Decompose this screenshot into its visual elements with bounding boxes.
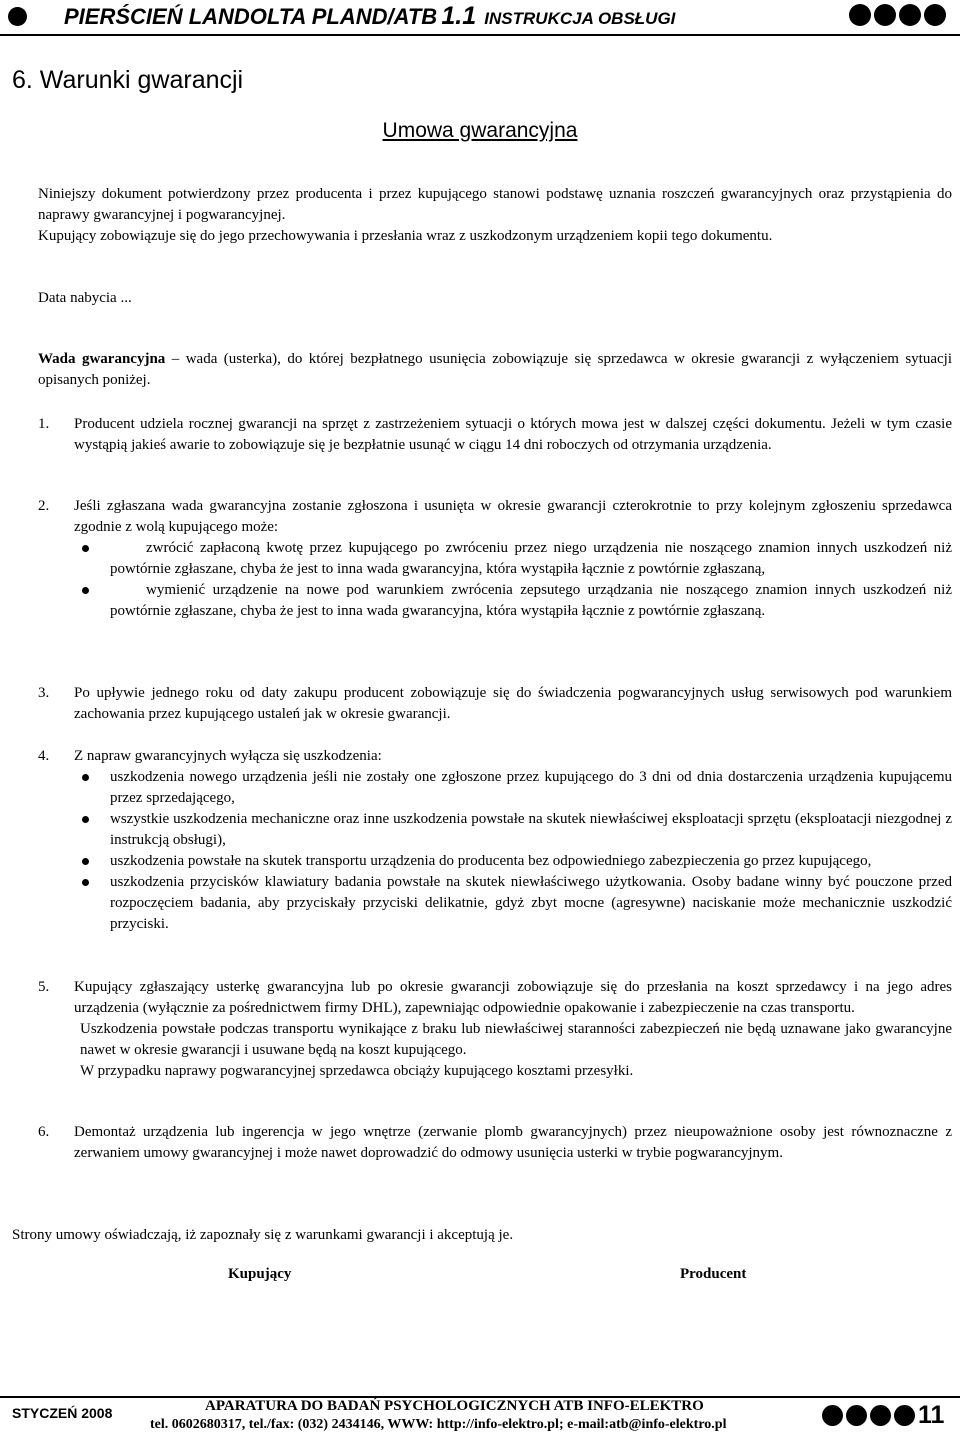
dot-icon	[870, 1405, 891, 1426]
list-item: wszystkie uszkodzenia mechaniczne oraz inne uszkodzenia powstałe na skutek niewłaściwej eksploatacji sprzętu (eksploatacji niezgodnej z instrukcją obsługi),	[74, 809, 952, 851]
dot-icon	[899, 4, 921, 26]
clause-number: 2.	[38, 498, 50, 514]
dot-icon	[924, 4, 946, 26]
footer-company: APARATURA DO BADAŃ PSYCHOLOGICZNYCH ATB INFO-ELEKTRO	[205, 1398, 704, 1414]
header-dots-decoration	[849, 4, 946, 26]
clause-5-shipping-note: W przypadku naprawy pogwarancyjnej sprzedawca obciąży kupującego kosztami przesyłki.	[80, 1063, 634, 1079]
list-item: uszkodzenia nowego urządzenia jeśli nie zostały one zgłoszone przez kupującego do 3 dni od dnia dostarczenia urządzenia kupującemu przez sprzedającego,	[74, 767, 952, 809]
clause-number: 6.	[38, 1124, 50, 1140]
closing-statement: Strony umowy oświadczają, iż zapoznały się z warunkami gwarancji i akceptują je.	[12, 1227, 514, 1243]
header-manual-label: INSTRUKCJA OBSŁUGI	[484, 9, 676, 28]
dot-icon	[822, 1405, 843, 1426]
clause-number: 1.	[38, 416, 50, 432]
clause-6	[38, 1122, 952, 1164]
footer-dots-decoration	[822, 1405, 915, 1426]
dot-icon	[894, 1405, 915, 1426]
list-item: wymienić urządzenie na nowe pod warunkiem zwrócenia zepsutego urządzania nie noszącego znamion innych uszkodzeń niż powtórnie zgłaszane, chyba że jest to inna wada gwarancyjna, która wystąpiła łącznie z powtórnie zgłaszaną.	[74, 580, 952, 622]
clause-5-transport-note: Uszkodzenia powstałe podczas transportu wynikające z braku lub niewłaściwej staranności zabezpieczeń nie będą uznawane jako gwarancyjne nawet w okresie gwarancji i usuwane będą na koszt kupującego.	[80, 1021, 952, 1058]
signature-buyer: Kupujący	[228, 1266, 292, 1282]
intro	[38, 184, 952, 247]
section-title: 6. Warunki gwarancji	[12, 66, 244, 94]
header-product-name: PIERŚCIEŃ LANDOLTA PLAND/ATB	[64, 4, 438, 29]
intro-paragraph-2: Kupujący zobowiązuje się do jego przechowywania i przesłania wraz z uszkodzonym urządzeniem kopii tego dokumentu.	[38, 228, 773, 244]
clause-2	[38, 496, 952, 622]
intro-paragraph-1: Niniejszy dokument potwierdzony przez producenta i przez kupującego stanowi podstawę uznania roszczeń gwarancyjnych oraz przystąpienia do naprawy gwarancyjnej i pogwarancyjnej.	[38, 186, 952, 223]
header-divider	[0, 34, 960, 36]
clause-2-list	[74, 538, 952, 622]
definition-paragraph	[38, 349, 952, 391]
clause-text: Producent udziela rocznej gwarancji na sprzęt z zastrzeżeniem sytuacji o których mowa jest w dalszej części dokumentu. Jeżeli w tym czasie wystąpią jakieś awarie to zobowiązuje się je bezpłatnie usunąć w ciągu 14 dni roboczych od otrzymania urządzenia.	[74, 416, 952, 453]
clause-number: 5.	[38, 979, 50, 995]
definition-term: Wada gwarancyjna	[38, 351, 166, 367]
header-title	[64, 2, 675, 30]
list-item: uszkodzenia przycisków klawiatury badania powstałe na skutek niewłaściwego użytkowania. Osoby badane winny być pouczone przed rozpoczęciem badania, aby przyciskały przyciski delikatnie, gdyż zbyt mocne (agresywne) naciskanie może mechanicznie uszkodzić przyciski.	[74, 872, 952, 935]
clause-text: Z napraw gwarancyjnych wyłącza się uszkodzenia:	[74, 748, 382, 764]
dot-icon	[874, 4, 896, 26]
clause-number: 3.	[38, 685, 50, 701]
signature-producer: Producent	[680, 1266, 747, 1282]
clause-text: Kupujący zgłaszający usterkę gwarancyjna lub po okresie gwarancji zobowiązuje się do przesłania na koszt sprzedawcy i na jego adres urządzenia (wyłącznie za pośrednictwem firmy DHL), zapewniając odpowiednie opakowanie i zabezpieczenie na czas transportu.	[74, 979, 952, 1016]
clause-1	[38, 414, 952, 456]
dot-icon	[849, 4, 871, 26]
definition-text: – wada (usterka), do której bezpłatnego usunięcia zobowiązuje się sprzedawca w okresie gwarancji z wyłączeniem sytuacji opisanych poniżej.	[38, 351, 952, 388]
document-title: Umowa gwarancyjna	[382, 119, 578, 142]
clause-text: Jeśli zgłaszana wada gwarancyjna zostanie zgłoszona i usunięta w okresie gwarancji czterokrotnie to przy kolejnym zgłoszeniu sprzedawca zgodnie z wolą kupującego może:	[74, 498, 952, 535]
clause-4-list	[74, 767, 952, 935]
clause-4	[38, 746, 952, 935]
header-bullet-icon	[8, 7, 27, 26]
list-item: zwrócić zapłaconą kwotę przez kupującego po zwróceniu przez niego urządzenia nie noszącego znamion innych uszkodzeń niż powtórnie zgłaszane, chyba że jest to inna wada gwarancyjna, która wystąpiła łącznie z powtórnie zgłaszaną,	[74, 538, 952, 580]
clause-text: Demontaż urządzenia lub ingerencja w jego wnętrze (zerwanie plomb gwarancyjnych) przez nieupoważnione osoby jest równoznaczne z zerwaniem umowy gwarancyjnej i może nawet doprowadzić do odmowy usunięcia usterki w trybie pogwarancyjnym.	[74, 1124, 952, 1161]
page-number: 11	[918, 1401, 945, 1429]
clause-text: Po upływie jednego roku od daty zakupu producent zobowiązuje się do świadczenia pogwarancyjnych usług serwisowych pod warunkiem zachowania przez kupującego ustaleń jak w okresie gwarancji.	[74, 685, 952, 722]
footer-contact: tel. 0602680317, tel./fax: (032) 2434146, WWW: http://info-elektro.pl; e-mail:atb@info-elektro.pl	[150, 1417, 727, 1432]
dot-icon	[846, 1405, 867, 1426]
clause-number: 4.	[38, 748, 50, 764]
clause-3	[38, 683, 952, 725]
list-item: uszkodzenia powstałe na skutek transportu urządzenia do producenta bez odpowiedniego zabezpieczenia go przez kupującego,	[74, 851, 952, 872]
header-version: 1.1	[441, 2, 477, 30]
footer-date: STYCZEŃ 2008	[12, 1405, 113, 1421]
purchase-date-line: Data nabycia ...	[38, 290, 132, 306]
clause-5	[38, 977, 952, 1082]
